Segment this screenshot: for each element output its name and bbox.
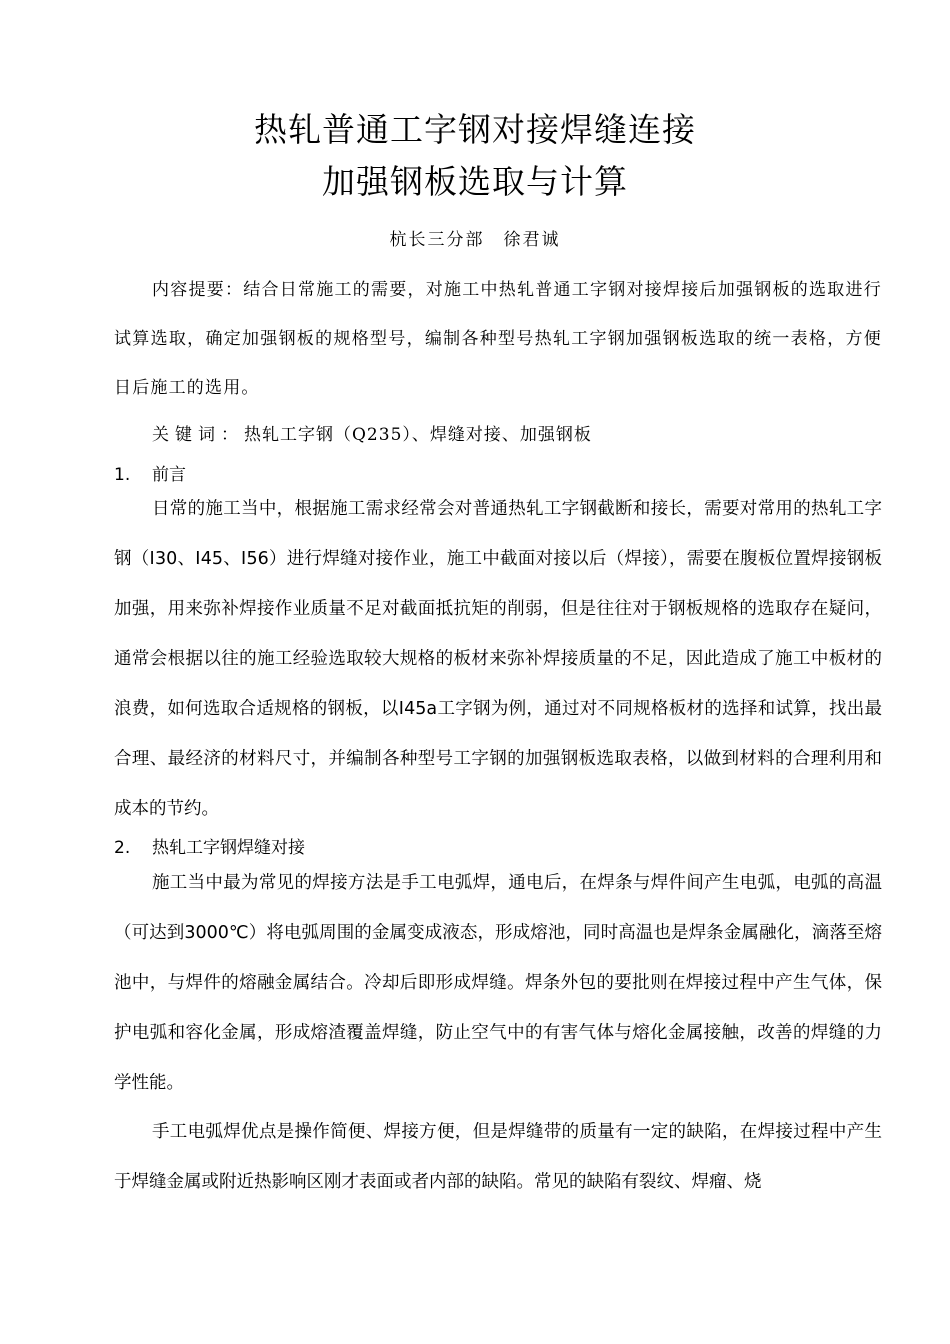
section-number-1: 1. bbox=[114, 465, 131, 485]
section-heading-1 bbox=[114, 460, 186, 485]
abstract-label: 内容提要： bbox=[152, 280, 244, 300]
keywords-label: 关键词： bbox=[152, 425, 244, 445]
section-2-paragraph-1: 施工当中最为常见的焊接方法是手工电弧焊，通电后，在焊条与焊件间产生电弧，电弧的高温（可达到3000℃）将电弧周围的金属变成液态，形成熔池，同时高温也是焊条金属融化，滴落至熔池中，与焊件的熔融金属结合。冷却后即形成焊缝。焊条外包的要批则在焊接过程中产生气体，保护电弧和容化金属，形成熔渣覆盖焊缝，防止空气中的有害气体与熔化金属接触，改善的焊缝的力学性能。 bbox=[114, 873, 882, 1093]
section-title-2: 热轧工字钢焊缝对接 bbox=[152, 838, 305, 858]
keywords bbox=[114, 418, 882, 452]
title-line-2: 加强钢板选取与计算 bbox=[322, 162, 628, 201]
section-2-paragraph-2: 手工电弧焊优点是操作简便、焊接方便，但是焊缝带的质量有一定的缺陷，在焊接过程中产生于焊缝金属或附近热影响区刚才表面或者内部的缺陷。常见的缺陷有裂纹、焊瘤、烧 bbox=[114, 1122, 882, 1192]
section-1-paragraph-1: 日常的施工当中，根据施工需求经常会对普通热轧工字钢截断和接长，需要对常用的热轧工字钢（Ⅰ30、Ⅰ45、Ⅰ56）进行焊缝对接作业，施工中截面对接以后（焊接），需要在腹板位置焊接钢板加强，用来弥补焊接作业质量不足对截面抵抗矩的削弱，但是往往对于钢板规格的选取存在疑问，通常会根据以往的施工经验选取较大规格的板材来弥补焊接质量的不足，因此造成了施工中板材的浪费，如何选取合适规格的钢板，以Ⅰ45a工字钢为例，通过对不同规格板材的选择和试算，找出最合理、最经济的材料尺寸，并编制各种型号工字钢的加强钢板选取表格，以做到材料的合理利用和成本的节约。 bbox=[114, 499, 882, 819]
title-line-1: 热轧普通工字钢对接焊缝连接 bbox=[254, 110, 696, 149]
section-heading-2 bbox=[114, 833, 305, 858]
section-number-2: 2. bbox=[114, 838, 131, 858]
section-title-1: 前言 bbox=[152, 465, 186, 485]
abstract bbox=[114, 266, 882, 413]
keywords-text: 热轧工字钢（Q235）、焊缝对接、加强钢板 bbox=[244, 425, 592, 445]
author-line: 杭长三分部 徐君诚 bbox=[389, 230, 561, 250]
abstract-text: 结合日常施工的需要，对施工中热轧普通工字钢对接焊接后加强钢板的选取进行试算选取，确定加强钢板的规格型号，编制各种型号热轧工字钢加强钢板选取的统一表格，方便日后施工的选用。 bbox=[114, 280, 883, 398]
